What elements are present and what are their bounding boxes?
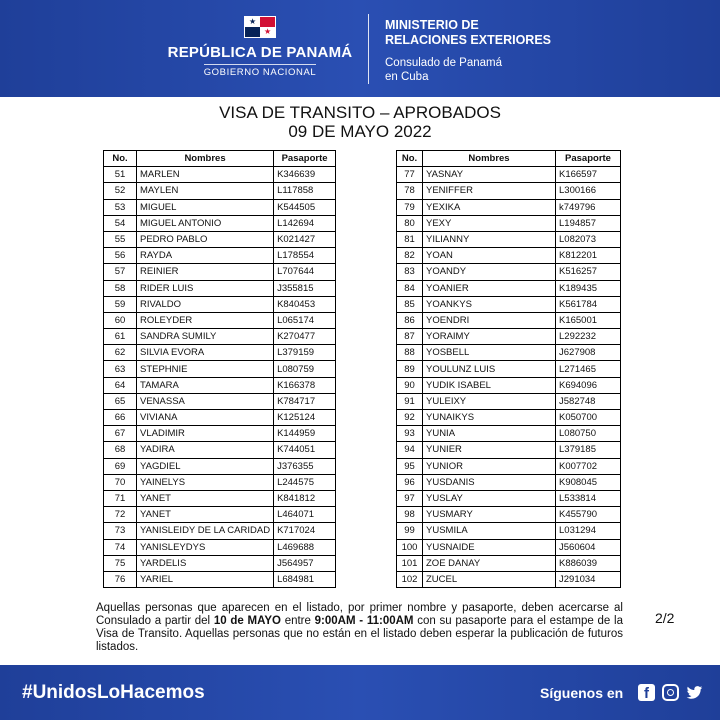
row-number: 66 (104, 410, 137, 426)
row-number: 97 (397, 490, 423, 506)
row-passport: K189435 (556, 280, 621, 296)
row-passport: L271465 (556, 361, 621, 377)
row-passport: L082073 (556, 231, 621, 247)
row-passport: k749796 (556, 199, 621, 215)
row-passport: L469688 (274, 539, 336, 555)
table-row (397, 490, 621, 506)
row-number: 83 (397, 264, 423, 280)
table-row (104, 507, 336, 523)
row-number: 82 (397, 248, 423, 264)
row-number: 95 (397, 458, 423, 474)
row-number: 98 (397, 507, 423, 523)
row-name: VIVIANA (137, 410, 274, 426)
row-passport: K841812 (274, 490, 336, 506)
row-name: YUSNAIDE (423, 539, 556, 555)
row-passport: L080750 (556, 426, 621, 442)
table-row (104, 231, 336, 247)
row-passport: L464071 (274, 507, 336, 523)
row-number: 63 (104, 361, 137, 377)
row-passport: L065174 (274, 312, 336, 328)
row-number: 81 (397, 231, 423, 247)
table-row (397, 458, 621, 474)
table-row (104, 410, 336, 426)
row-passport: J582748 (556, 393, 621, 409)
row-name: YUNIOR (423, 458, 556, 474)
row-passport: K144959 (274, 426, 336, 442)
table-row (104, 280, 336, 296)
row-number: 75 (104, 555, 137, 571)
approved-list-table-right (396, 150, 621, 588)
table-row (104, 426, 336, 442)
row-passport: K516257 (556, 264, 621, 280)
row-passport: L080759 (274, 361, 336, 377)
header-divider (368, 14, 369, 84)
table-row (397, 199, 621, 215)
row-name: ZUCEL (423, 571, 556, 587)
row-passport: K784717 (274, 393, 336, 409)
table-row (397, 571, 621, 587)
row-number: 90 (397, 377, 423, 393)
row-passport: K165001 (556, 312, 621, 328)
row-name: YADIRA (137, 442, 274, 458)
table-row (397, 393, 621, 409)
row-number: 92 (397, 410, 423, 426)
table-header-row (397, 151, 621, 167)
row-name: YANET (137, 490, 274, 506)
table-row (397, 280, 621, 296)
table-row (104, 377, 336, 393)
row-number: 88 (397, 345, 423, 361)
row-number: 55 (104, 231, 137, 247)
row-number: 57 (104, 264, 137, 280)
table-row (104, 183, 336, 199)
column-header-name: Nombres (137, 151, 274, 167)
table-row (104, 490, 336, 506)
note-text-1: Aquellas personas que aparecen en el listado, por primer nombre y pasaporte, deben acercarse al Consulado a partir del (96, 602, 623, 627)
row-number: 79 (397, 199, 423, 215)
row-number: 72 (104, 507, 137, 523)
row-number: 76 (104, 571, 137, 587)
row-passport: L142694 (274, 215, 336, 231)
row-passport: L379185 (556, 442, 621, 458)
table-row (104, 539, 336, 555)
column-header-name: Nombres (423, 151, 556, 167)
row-name: YANISLEYDYS (137, 539, 274, 555)
row-number: 86 (397, 312, 423, 328)
row-name: ZOE DANAY (423, 555, 556, 571)
row-number: 68 (104, 442, 137, 458)
table-row (397, 183, 621, 199)
row-name: YOANKYS (423, 296, 556, 312)
row-number: 77 (397, 167, 423, 183)
facebook-icon[interactable]: f (638, 684, 655, 701)
row-passport: K021427 (274, 231, 336, 247)
row-passport: K544505 (274, 199, 336, 215)
row-number: 67 (104, 426, 137, 442)
row-passport: K717024 (274, 523, 336, 539)
row-name: YOULUNZ LUIS (423, 361, 556, 377)
table-row (397, 361, 621, 377)
row-number: 56 (104, 248, 137, 264)
table-row (397, 555, 621, 571)
document-date: 09 DE MAYO 2022 (288, 122, 432, 141)
row-name: STEPHNIE (137, 361, 274, 377)
row-name: SANDRA SUMILY (137, 329, 274, 345)
row-name: MAYLEN (137, 183, 274, 199)
row-name: YORAIMY (423, 329, 556, 345)
row-passport: K886039 (556, 555, 621, 571)
row-name: PEDRO PABLO (137, 231, 274, 247)
row-name: MIGUEL ANTONIO (137, 215, 274, 231)
table-row (104, 199, 336, 215)
row-name: YUNIER (423, 442, 556, 458)
header-banner (0, 0, 720, 97)
panama-flag-icon: ★ ★ (244, 16, 276, 38)
row-name: YEXY (423, 215, 556, 231)
row-number: 84 (397, 280, 423, 296)
row-passport: K694096 (556, 377, 621, 393)
republic-name: REPÚBLICA DE PANAMÁ (167, 44, 353, 61)
row-passport: K561784 (556, 296, 621, 312)
row-passport: L292232 (556, 329, 621, 345)
note-text-3: con su pasaporte para el estampe de la Visa de Transito. Aquellas personas que no están en el listado deben esperar la publicación de futuros listados. (96, 615, 623, 653)
row-passport: K346639 (274, 167, 336, 183)
row-name: ROLEYDER (137, 312, 274, 328)
row-name: YILIANNY (423, 231, 556, 247)
page-indicator: 2/2 (655, 610, 675, 626)
row-number: 61 (104, 329, 137, 345)
row-number: 58 (104, 280, 137, 296)
row-passport: K812201 (556, 248, 621, 264)
row-passport: K908045 (556, 474, 621, 490)
row-name: YARIEL (137, 571, 274, 587)
table-row (104, 264, 336, 280)
table-row (397, 215, 621, 231)
row-number: 93 (397, 426, 423, 442)
footer-banner (0, 665, 720, 720)
row-name: YAGDIEL (137, 458, 274, 474)
table-row (104, 555, 336, 571)
row-passport: K166597 (556, 167, 621, 183)
column-header-passport: Pasaporte (556, 151, 621, 167)
row-passport: K840453 (274, 296, 336, 312)
table-row (397, 523, 621, 539)
row-name: MARLEN (137, 167, 274, 183)
row-name: YUNIA (423, 426, 556, 442)
row-number: 102 (397, 571, 423, 587)
row-passport: L300166 (556, 183, 621, 199)
hashtag-text: #UnidosLoHacemos (22, 682, 205, 703)
row-passport: K270477 (274, 329, 336, 345)
note-time: 9:00AM - 11:00AM (314, 615, 414, 627)
table-row (104, 248, 336, 264)
table-row (104, 442, 336, 458)
row-name: YOENDRI (423, 312, 556, 328)
republic-block (160, 16, 360, 80)
row-number: 60 (104, 312, 137, 328)
row-number: 65 (104, 393, 137, 409)
table-row (104, 523, 336, 539)
table-header-row (104, 151, 336, 167)
row-name: YOANIER (423, 280, 556, 296)
row-name: YANISLEIDY DE LA CARIDAD (137, 523, 274, 539)
row-passport: L684981 (274, 571, 336, 587)
row-number: 74 (104, 539, 137, 555)
table-row (397, 474, 621, 490)
row-number: 89 (397, 361, 423, 377)
column-header-no: No. (104, 151, 137, 167)
twitter-icon[interactable] (686, 684, 703, 701)
table-row (397, 296, 621, 312)
row-number: 99 (397, 523, 423, 539)
row-number: 59 (104, 296, 137, 312)
table-row (397, 426, 621, 442)
row-number: 73 (104, 523, 137, 539)
row-number: 70 (104, 474, 137, 490)
row-number: 100 (397, 539, 423, 555)
row-name: YANET (137, 507, 274, 523)
table-row (104, 571, 336, 587)
table-row (397, 539, 621, 555)
consulate-name: Consulado de Panamá en Cuba (385, 57, 502, 83)
row-number: 91 (397, 393, 423, 409)
row-passport: K455790 (556, 507, 621, 523)
table-row (104, 215, 336, 231)
row-name: VLADIMIR (137, 426, 274, 442)
table-row (397, 377, 621, 393)
row-passport: J355815 (274, 280, 336, 296)
row-passport: L031294 (556, 523, 621, 539)
row-name: YUDIK ISABEL (423, 377, 556, 393)
ministry-block (385, 18, 551, 84)
table-row (104, 312, 336, 328)
table-row (397, 312, 621, 328)
row-passport: L707644 (274, 264, 336, 280)
row-number: 78 (397, 183, 423, 199)
row-name: RAYDA (137, 248, 274, 264)
row-passport: J376355 (274, 458, 336, 474)
table-row (104, 474, 336, 490)
row-passport: L178554 (274, 248, 336, 264)
row-name: YEXIKA (423, 199, 556, 215)
row-name: YOSBELL (423, 345, 556, 361)
table-row (104, 329, 336, 345)
row-number: 85 (397, 296, 423, 312)
table-row (397, 248, 621, 264)
row-name: SILVIA EVORA (137, 345, 274, 361)
row-name: YOANDY (423, 264, 556, 280)
table-row (397, 231, 621, 247)
row-passport: L117858 (274, 183, 336, 199)
row-number: 101 (397, 555, 423, 571)
table-row (397, 507, 621, 523)
row-passport: K744051 (274, 442, 336, 458)
row-passport: K166378 (274, 377, 336, 393)
row-number: 69 (104, 458, 137, 474)
table-row (104, 296, 336, 312)
row-name: YASNAY (423, 167, 556, 183)
row-number: 96 (397, 474, 423, 490)
column-header-no: No. (397, 151, 423, 167)
ministry-name: MINISTERIO DE RELACIONES EXTERIORES (385, 18, 551, 47)
row-passport: L244575 (274, 474, 336, 490)
note-text-2: entre (280, 615, 315, 627)
row-name: YAINELYS (137, 474, 274, 490)
row-passport: L194857 (556, 215, 621, 231)
follow-us-label: Síguenos en (540, 685, 624, 701)
row-passport: L533814 (556, 490, 621, 506)
row-number: 94 (397, 442, 423, 458)
row-passport: K050700 (556, 410, 621, 426)
row-passport: J627908 (556, 345, 621, 361)
row-name: YUSDANIS (423, 474, 556, 490)
row-passport: J560604 (556, 539, 621, 555)
table-row (397, 167, 621, 183)
row-name: VENASSA (137, 393, 274, 409)
table-row (397, 410, 621, 426)
instagram-icon[interactable] (662, 684, 679, 701)
row-name: RIVALDO (137, 296, 274, 312)
row-number: 87 (397, 329, 423, 345)
row-name: TAMARA (137, 377, 274, 393)
table-row (104, 361, 336, 377)
table-row (397, 442, 621, 458)
row-name: YUSLAY (423, 490, 556, 506)
row-name: YULEIXY (423, 393, 556, 409)
table-row (104, 458, 336, 474)
row-number: 52 (104, 183, 137, 199)
note-date: 10 de MAYO (213, 615, 281, 627)
instructions-note (96, 602, 623, 654)
document-title: VISA DE TRANSITO – APROBADOS (219, 103, 501, 122)
row-name: YUSMILA (423, 523, 556, 539)
row-passport: K007702 (556, 458, 621, 474)
table-row (397, 264, 621, 280)
row-name: YENIFFER (423, 183, 556, 199)
row-number: 80 (397, 215, 423, 231)
row-passport: K125124 (274, 410, 336, 426)
row-name: YUNAIKYS (423, 410, 556, 426)
approved-list-table-left (103, 150, 336, 588)
row-passport: J564957 (274, 555, 336, 571)
row-name: REINIER (137, 264, 274, 280)
row-number: 51 (104, 167, 137, 183)
column-header-passport: Pasaporte (274, 151, 336, 167)
table-row (104, 345, 336, 361)
row-number: 71 (104, 490, 137, 506)
row-name: YARDELIS (137, 555, 274, 571)
government-name: GOBIERNO NACIONAL (204, 64, 317, 78)
table-row (104, 167, 336, 183)
row-passport: L379159 (274, 345, 336, 361)
row-name: YUSMARY (423, 507, 556, 523)
table-row (397, 329, 621, 345)
row-number: 62 (104, 345, 137, 361)
row-number: 54 (104, 215, 137, 231)
row-number: 53 (104, 199, 137, 215)
row-passport: J291034 (556, 571, 621, 587)
table-row (104, 393, 336, 409)
row-number: 64 (104, 377, 137, 393)
row-name: RIDER LUIS (137, 280, 274, 296)
row-name: YOAN (423, 248, 556, 264)
table-row (397, 345, 621, 361)
row-name: MIGUEL (137, 199, 274, 215)
